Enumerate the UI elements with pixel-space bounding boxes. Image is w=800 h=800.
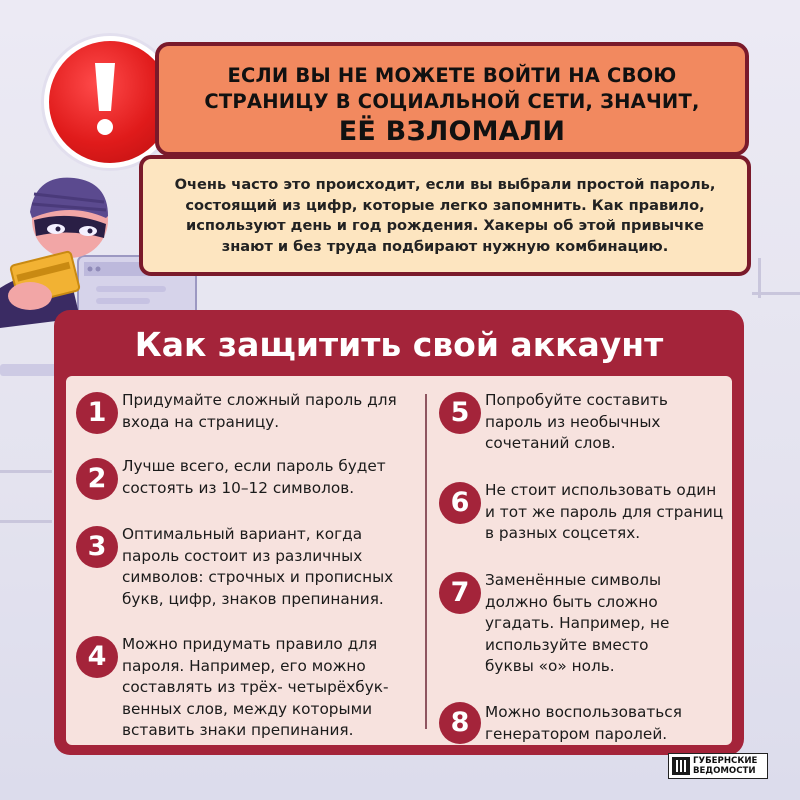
- logo-line: ГУБЕРНСКИЕ: [693, 756, 758, 766]
- tip-line: угадать. Например, не: [485, 614, 670, 632]
- headline-line-2: СТРАНИЦУ В СОЦИАЛЬНОЙ СЕТИ, ЗНАЧИТ,: [204, 90, 700, 113]
- tip-line: венных слов, между которыми: [122, 699, 373, 718]
- tip-text: [122, 456, 422, 499]
- tip-line: вставить знаки препинания.: [122, 721, 354, 739]
- tip-text: [122, 524, 422, 610]
- column-divider: [425, 394, 427, 729]
- headline-box: [155, 42, 749, 156]
- tips-title: Как защитить свой аккаунт: [134, 325, 664, 364]
- decor-line: [0, 520, 52, 523]
- tip-number: 8: [439, 702, 481, 744]
- tip-number: 2: [76, 458, 118, 500]
- tip-line: входа на страницу.: [122, 412, 280, 431]
- tip-number: 3: [76, 526, 118, 568]
- tip-line: генератором паролей.: [485, 724, 668, 743]
- logo-text: [693, 757, 757, 776]
- tip-text: [485, 570, 735, 678]
- tip-line: пароль из необычных: [485, 412, 661, 431]
- tip-line: Можно воспользоваться: [485, 703, 682, 721]
- info-line: Очень часто это происходит, если вы выбрали простой пароль,: [174, 176, 716, 193]
- tip-line: Попробуйте составить: [485, 391, 668, 409]
- tip-line: Лучше всего, если пароль будет: [122, 457, 386, 475]
- tip-number: 7: [439, 572, 481, 614]
- headline-line-1: ЕСЛИ ВЫ НЕ МОЖЕТЕ ВОЙТИ НА СВОЮ: [227, 64, 677, 87]
- decor-line: [758, 258, 761, 298]
- tip-line: пароль состоит из различных: [122, 546, 363, 565]
- tip-line: буквы «о» ноль.: [485, 657, 615, 675]
- tip-line: используйте вместо: [485, 635, 649, 654]
- info-line: используют день и год рождения. Хакеры об этой привычке: [186, 217, 704, 234]
- tip-line: символов: строчных и прописных: [122, 568, 394, 586]
- tip-number: 6: [439, 482, 481, 524]
- info-box: [139, 155, 751, 276]
- tip-text: [485, 702, 735, 745]
- headline-emphasis: ЕЁ ВЗЛОМАЛИ: [338, 116, 566, 147]
- tip-line: Можно придумать правило для: [122, 635, 378, 653]
- tip-line: Оптимальный вариант, когда: [122, 525, 363, 543]
- publisher-logo: [668, 753, 768, 779]
- tip-line: сочетаний слов.: [485, 434, 616, 452]
- newspaper-icon: [672, 757, 690, 775]
- tip-number: 4: [76, 636, 118, 678]
- decor-line: [0, 470, 52, 473]
- tip-line: в разных соцсетях.: [485, 524, 641, 542]
- tip-line: пароля. Например, его можно: [122, 656, 366, 675]
- logo-line: ВЕДОМОСТИ: [693, 765, 756, 776]
- tip-text: [485, 480, 735, 545]
- tip-text: [122, 390, 422, 433]
- tip-text: [122, 634, 422, 742]
- tip-line: Заменённые символы: [485, 571, 662, 589]
- info-line: состоящий из цифр, которые легко запомнить. Как правило,: [185, 196, 705, 214]
- tip-number: 1: [76, 392, 118, 434]
- tip-line: составлять из трёх- четырёхбук-: [122, 678, 389, 696]
- tip-text: [485, 390, 735, 455]
- tip-line: и тот же пароль для страниц: [485, 502, 724, 521]
- tips-panel: [54, 310, 744, 755]
- tip-number: 5: [439, 392, 481, 434]
- tip-line: должно быть сложно: [485, 592, 658, 611]
- tip-line: состоять из 10–12 символов.: [122, 478, 355, 497]
- tip-line: букв, цифр, знаков препинания.: [122, 589, 384, 608]
- info-line: знают и без труда подбирают нужную комбинацию.: [221, 237, 669, 255]
- tip-line: Не стоит использовать один: [485, 481, 717, 499]
- tip-line: Придумайте сложный пароль для: [122, 391, 397, 409]
